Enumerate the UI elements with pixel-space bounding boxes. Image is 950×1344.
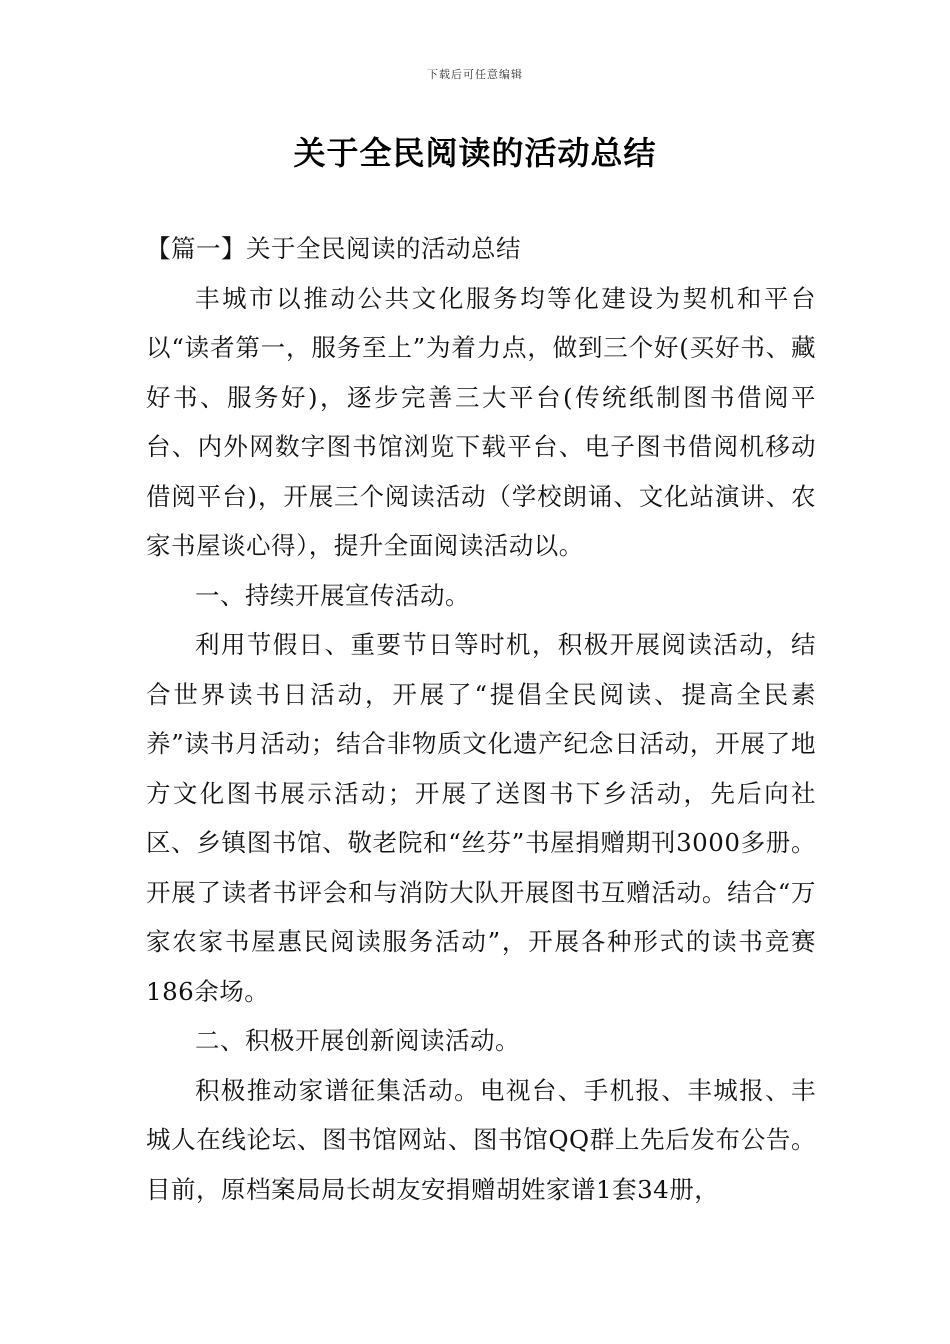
section-heading: 【篇一】关于全民阅读的活动总结 xyxy=(146,234,521,263)
page-title: 关于全民阅读的活动总结 xyxy=(293,134,657,172)
subheading-1: 一、持续开展宣传活动。 xyxy=(195,580,470,610)
paragraph-innovation: 积极推动家谱征集活动。电视台、手机报、丰城报、丰城人在线论坛、图书馆网站、图书馆QQ群上先后发布公告。目前，原档案局局长胡友安捐赠胡姓家谱1套34册， xyxy=(146,1075,816,1204)
header-note: 下载后可任意编辑 xyxy=(427,68,523,81)
subheading-2: 二、积极开展创新阅读活动。 xyxy=(195,1026,520,1055)
paragraph-intro: 丰城市以推动公共文化服务均等化建设为契机和平台以“读者第一，服务至上”为着力点，做到三个好(买好书、藏好书、服务好)，逐步完善三大平台(传统纸制图书借阅平台、内外网数字图书馆浏览下载平台、电子图书借阅机移动借阅平台)，开展三个阅读活动（学校朗诵、文化站演讲、农家书屋谈心得），提升全面阅读活动以。 xyxy=(146,283,816,560)
paragraph-publicity: 利用节假日、重要节日等时机，积极开展阅读活动，结合世界读书日活动，开展了“提倡全民阅读、提高全民素养”读书月活动；结合非物质文化遗产纪念日活动，开展了地方文化图书展示活动；开展了送图书下乡活动，先后向社区、乡镇图书馆、敬老院和“丝芬”书屋捐赠期刊3000多册。开展了读者书评会和与消防大队开展图书互赠活动。结合“万家农家书屋惠民阅读服务活动”，开展各种形式的读书竞赛186余场。 xyxy=(146,630,816,1006)
document-body xyxy=(146,224,816,1214)
